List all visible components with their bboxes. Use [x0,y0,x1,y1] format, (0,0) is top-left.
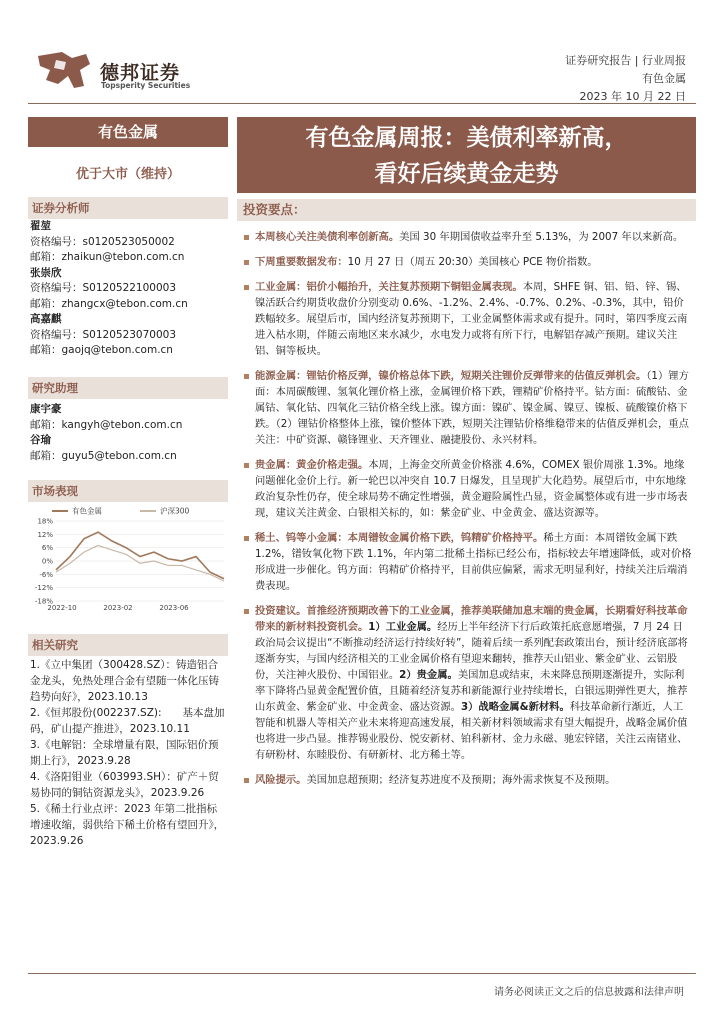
key-point-lead: 贵金属：黄金价格走强。 [255,459,369,471]
assistant-email[interactable]: 邮箱：kangyh@tebon.com.cn [30,418,183,431]
analysts-heading: 证券分析师 [28,197,228,219]
key-point-text: 1）工业金属。 [368,621,438,633]
report-title-line-2: 看好后续黄金走势 [374,161,559,187]
key-point-text: 2）贵金属。 [399,669,458,681]
report-date: 2023 年 10 月 22 日 [579,90,686,103]
market-performance-chart [28,503,228,613]
chart-x-tick-label: 2023-06 [159,604,189,612]
analyst-email[interactable]: 邮箱：zhangcx@tebon.com.cn [30,297,188,310]
key-point-text: 本周，SHFE 铜、铝、铅、锌、锡、镍活跃合约期货收盘价分别变动 0.6%、-1.2%、2.4%、-0.7%、0.2%、-0.3%，其中，铅价跌幅较多。展望后市，国内经济复苏预期下，工业金属整体需求或有提升。同时，第四季度云南进入枯水期，伴随云南地区来水减少，水电发力或将有所下行，电解铝存减产预期。建议关注铝、铜等板块。 [255,281,688,357]
key-point-text: 稀土方面：本周镨钕金属下跌 1.2%，镨钕氧化物下跌 1.1%，年内第二批稀土指标已经公布，指标较去年增速降低，或对价格形成进一步催化。钨方面：钨精矿价格持平，目前供应偏紧，需求无明显利好，持续关注后端消费表现。 [255,532,692,592]
key-point-lead: 稀土、钨等小金属：本周镨钕金属价格下跌，钨精矿价格持平。 [255,532,544,544]
key-point-lead: 工业金属：铝价小幅抬升，关注复苏预期下铜铝金属表现。 [255,281,523,293]
key-point-lead: 本周核心关注美债利率创新高。 [255,231,400,243]
chart-legend-label: 沪深300 [160,506,190,516]
report-title-line-1: 有色金属周报：美债利率新高， [305,125,628,151]
key-point-text: 美国 30 年期国债收益率升至 5.13%，为 2007 年以来新高。 [399,231,684,243]
analyst-name: 高嘉麒 [30,313,62,325]
analyst-name: 张崇欣 [30,266,62,279]
research-item[interactable]: 3.《电解铝：全球增量有限，国际铝价预期上行》，2023.9.28 [30,739,219,767]
key-point-lead: 下周重要数据发布： [255,256,348,268]
key-point-item [243,229,693,245]
header-divider [28,103,696,104]
research-item[interactable]: 5.《稀土行业点评：2023 年第二批指标增速收缩，弱供给下稀土价格有望回升》，2023.9.26 [30,803,225,847]
chart-y-tick-label: 0% [41,557,53,566]
chart-y-tick-label: 18% [37,517,53,526]
chart-y-tick-label: -12% [34,584,53,593]
key-point-text: 美国加息超预期；经济复苏进度不及预期；海外需求恢复不及预期。 [306,774,616,786]
analyst-name: 翟堃 [30,220,51,232]
chart-legend-label: 有色金属 [72,506,102,516]
key-point-item [243,254,693,270]
key-point-text: （1）锂方面：本周碳酸锂、氢氧化锂价格上涨，金属锂价格下跌，锂精矿价格持平。钴方面：硫酸钴、金属钴、氧化钴、四氧化三钴价格全线上涨。镍方面：镍矿、镍金属、镍豆、镍板、硫酸镍价格下跌。（2）锂钴价格整体上涨，镍价整体下跌，短期关注锂钴价格维稳带来的估值反弹机会，重点关注：中矿资源、赣锋锂业、天齐锂业、融捷股份、永兴材料。 [255,370,689,446]
analyst-list [30,219,188,359]
research-item[interactable]: 1.《立中集团（300428.SZ）：铸造铝合金龙头，免热处理合金有望随一体化压铸趋势向好》，2023.10.13 [30,659,219,703]
chart-x-tick-label: 2023-02 [103,604,133,612]
company-logo [34,50,94,92]
key-point-lead: 风险提示。 [255,774,307,786]
sector-label: 有色金属 [28,117,228,147]
research-item[interactable]: 4.《洛阳钼业（603993.SH）：矿产＋贸易协同的铜钴资源龙头》，2023.9.26 [30,771,219,799]
key-point-lead: 能源金属：锂钴价格反弹，镍价格总体下跌，短期关注锂价反弹带来的估值反弹机会。 [255,370,647,382]
key-point-text: 美国加息或结束，未来降息预期逐渐提升，实际利率下降将凸显黄金配置价值，且随着经济复苏和新能源行业持续增长，白银远期弹性更大，推荐山东黄金、紫金矿业、中金黄金、盛达资源。 [255,669,688,713]
analyst-license: 资格编号：s0120523050002 [30,235,175,248]
key-points-list [243,229,693,797]
chart-x-tick-label: 2022-10 [47,604,77,612]
key-point-lead: 投资建议。首推经济预期改善下的工业金属，推荐美联储加息末端的贵金属，长期看好科技革命带来的新材料投资机会。 [255,605,688,633]
report-type: 证券研究报告 | 行业周报 [565,54,686,67]
assistant-name: 谷瑜 [30,434,51,446]
chart-y-tick-label: 12% [37,530,53,539]
analyst-license: 资格编号：S0120523070003 [30,328,177,341]
chart-y-tick-label: 6% [41,544,53,553]
brand-name-cn: 德邦证券 [100,62,181,84]
report-industry: 有色金属 [642,72,686,85]
rating-label: 优于大市（维持） [75,167,180,182]
assistant-list [30,402,182,464]
chart-y-tick-label: -6% [39,570,53,579]
chart-series-line [56,545,224,581]
assistant-name: 康宇豪 [30,403,62,415]
brand-name-en: Topsperity Securities [101,81,191,90]
key-point-text: 经历上半年经济下行后政策托底意愿增强，7 月 24 日政治局会议提出“不断推动经济运行持续好转”，随着后续一系列配套政策出台，预计经济底部将逐渐夯实，与国内经济相关的工业金属价格有望迎来翻转，推荐天山铝业、紫金矿业、云铝股份，关注神火股份、中国铝业。 [255,621,688,681]
footer-divider [28,973,696,974]
market-heading: 市场表现 [28,480,228,502]
key-point-text: 3）战略金属&新材料。 [460,701,570,713]
report-title [237,117,696,193]
key-point-item [243,279,693,359]
analyst-license: 资格编号：S0120522100003 [30,282,177,294]
key-point-text: 10 月 27 日（周五 20:30）美国核心 PCE 物价指数。 [347,256,598,268]
key-point-item [243,457,693,521]
chart-series-line [56,532,224,579]
research-item[interactable]: 2.《恒邦股份(002237.SZ): 基本盘加码，矿山提产推进》，2023.10.11 [30,707,225,735]
key-point-item [243,368,693,448]
key-points-heading: 投资要点： [237,199,696,221]
key-point-item [243,772,693,788]
related-research-list [30,657,226,849]
key-point-text: 科技革命新行渐近，人工智能和机器人等相关产业未来将迎高速发展，相关新材料领域需求有望大幅提升，战略金属价值也将进一步凸显。推荐锡业股份、悦安新材、铂科新材、金力永磁、驰宏锌锗，关注云南锗业、有研粉材、东睦股份、有研新材、北方稀土等。 [255,701,688,761]
footer-disclaimer: 请务必阅读正文之后的信息披露和法律声明 [494,987,684,998]
assistant-email[interactable]: 邮箱：guyu5@tebon.com.cn [30,449,177,462]
chart-y-tick-label: -18% [34,597,53,606]
analyst-email[interactable]: 邮箱：gaojq@tebon.com.cn [30,344,173,356]
analyst-email[interactable]: 邮箱：zhaikun@tebon.com.cn [30,251,185,263]
key-point-item [243,530,693,594]
key-point-text: 本周，上海金交所黄金价格涨 4.6%，COMEX 银价周涨 1.3%。地缘问题催化金价上行。新一轮巴以冲突自 10.7 日爆发，且呈现扩大化趋势。展望后市，中东地缘政治复杂性仍存，使全球局势不确定性增强，黄金避险属性凸显，资金属整体或有进一步市场表现，建议关注黄金、白银相关标的，如：紫金矿业、中金黄金、盛达资源等。 [255,459,688,519]
research-heading: 相关研究 [28,634,228,656]
key-point-item [243,603,693,763]
assistants-heading: 研究助理 [28,377,228,399]
